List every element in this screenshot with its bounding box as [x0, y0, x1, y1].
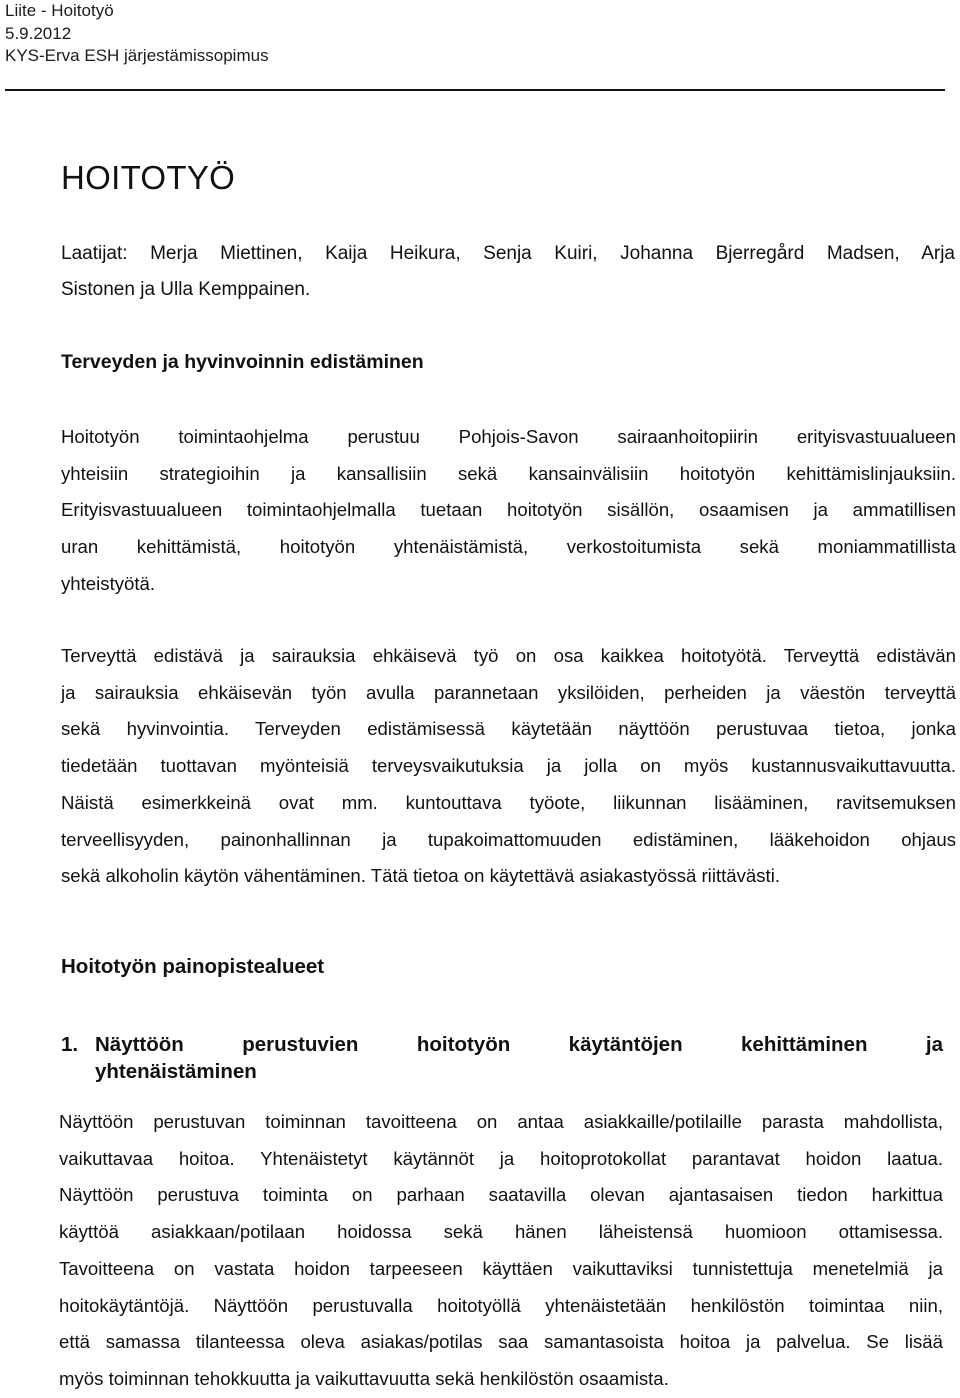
paragraph-line: terveellisyyden, painonhallinnan ja tupakoimattomuuden edistäminen, lääkehoidon ohjaus [61, 828, 956, 850]
paragraph-line: vaikuttavaa hoitoa. Yhtenäistetyt käytännöt ja hoitoprotokollat parantavat hoidon laatua. [59, 1147, 943, 1169]
paragraph-line: sekä alkoholin käytön vähentäminen. Tätä tietoa on käytettävä asiakastyössä riittävästi. [61, 865, 781, 887]
page-title: HOITOTYÖ [61, 159, 236, 196]
paragraph-line: tiedetään tuottavan myönteisiä terveysvaikutuksia ja jolla on myös kustannusvaikuttavuutta. [61, 755, 956, 777]
paragraph-line: yhteisiin strategioihin ja kansallisiin sekä kansainvälisiin hoitotyön kehittämislinjauksiin. [61, 462, 956, 484]
numbered-heading-1 [61, 1031, 943, 1085]
paragraph-line: Hoitotyön toimintaohjelma perustuu Pohjois-Savon sairaanhoitopiirin erityisvastuualueen [61, 426, 956, 447]
list-number: 1. [61, 1033, 79, 1056]
paragraph-line: uran kehittämistä, hoitotyön yhtenäistämistä, verkostoitumista sekä moniammatillista [61, 536, 956, 558]
authors-paragraph [61, 236, 955, 308]
paragraph-health-promotion-work [61, 638, 956, 895]
paragraph-action-program [61, 419, 956, 603]
numbered-heading-line: yhtenäistäminen [95, 1060, 257, 1083]
paragraph-line: Erityisvastuualueen toimintaohjelmalla tuetaan hoitotyön sisällön, osaamisen ja ammatillisen [61, 499, 956, 521]
paragraph-evidence-based-practice [59, 1104, 943, 1398]
section-heading-focus-areas: Hoitotyön painopistealueet [61, 955, 325, 978]
numbered-heading-line: Näyttöön perustuvien hoitotyön käytäntöjen kehittäminen ja [95, 1033, 943, 1056]
paragraph-line: sekä hyvinvointia. Terveyden edistämisessä käytetään näyttöön perustuvaa tietoa, jonka [61, 718, 956, 740]
section-heading-health-promotion: Terveyden ja hyvinvoinnin edistäminen [61, 351, 424, 373]
authors-line: Laatijat: Merja Miettinen, Kaija Heikura, Senja Kuiri, Johanna Bjerregård Madsen, Arja [61, 243, 955, 264]
authors-line: Sistonen ja Ulla Kemppainen. [61, 279, 311, 300]
header-agreement-name: KYS-Erva ESH järjestämissopimus [5, 46, 269, 65]
header-divider [5, 89, 945, 91]
paragraph-line: Terveyttä edistävä ja sairauksia ehkäisevä työ on osa kaikkea hoitotyötä. Terveyttä edistävän [61, 645, 956, 666]
header-date: 5.9.2012 [5, 23, 72, 43]
paragraph-line: Näyttöön perustuva toiminta on parhaan saatavilla olevan ajantasaisen tiedon harkittua [59, 1184, 943, 1206]
paragraph-line: yhteistyötä. [61, 572, 156, 594]
paragraph-line: että samassa tilanteessa oleva asiakas/potilas saa samantasoista hoitoa ja palvelua. Se lisää [59, 1331, 943, 1353]
paragraph-line: Näistä esimerkkeinä ovat mm. kuntouttava työote, liikunnan lisääminen, ravitsemuksen [61, 791, 956, 813]
header-attachment-label: Liite - Hoitotyö [5, 1, 114, 20]
paragraph-line: ja sairauksia ehkäisevän työn avulla parannetaan yksilöiden, perheiden ja väestön terveyttä [61, 681, 956, 703]
paragraph-line: hoitokäytäntöjä. Näyttöön perustuvalla hoitotyöllä yhtenäistetään henkilöstön toimintaa niin, [59, 1294, 943, 1316]
paragraph-line: Tavoitteena on vastata hoidon tarpeeseen käyttäen vaikuttaviksi tunnistettuja menetelmiä ja [59, 1257, 943, 1279]
paragraph-line: käyttöä asiakkaan/potilaan hoidossa sekä hänen läheistensä huomioon ottamisessa. [59, 1221, 943, 1243]
paragraph-line: myös toiminnan tehokkuutta ja vaikuttavuutta sekä henkilöstön osaamista. [59, 1367, 669, 1389]
document-header [5, 0, 269, 68]
paragraph-line: Näyttöön perustuvan toiminnan tavoitteena on antaa asiakkaille/potilaille parasta mahdollista, [59, 1111, 943, 1132]
